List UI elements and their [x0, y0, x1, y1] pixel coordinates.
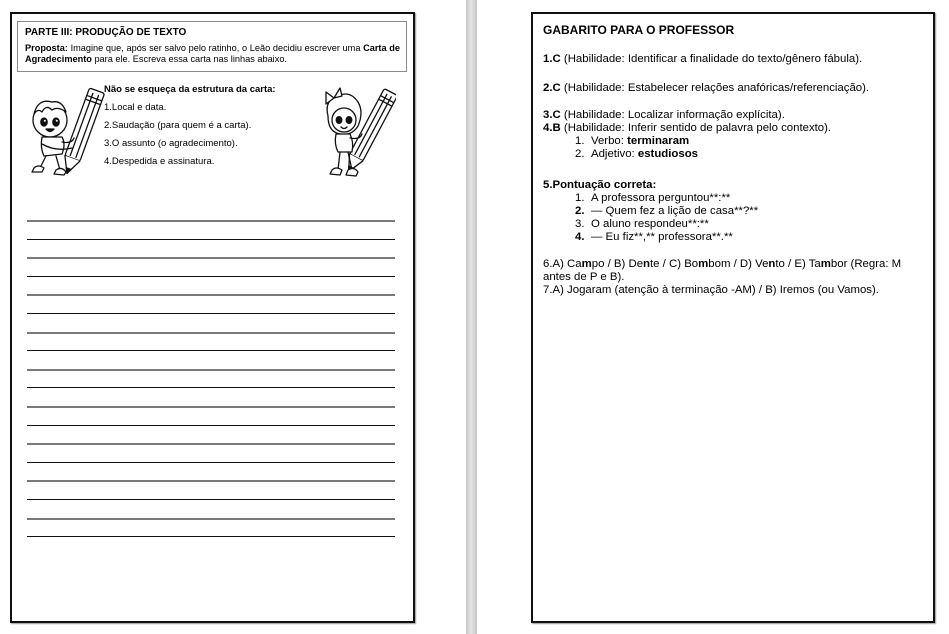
pencil-icon: [59, 88, 104, 176]
answer-7: 7.A) Jogaram (atenção à terminação -AM) / B) Iremos (ou Vamos).: [543, 284, 879, 296]
answer-text: (Habilidade: Estabelecer relações anafóricas/referenciação).: [560, 82, 870, 94]
answer-text: te / C) Bo: [650, 258, 699, 270]
answer-key: [543, 24, 928, 297]
highlighted-letter: m: [698, 258, 709, 270]
answer-key-page: [531, 12, 935, 623]
answer-4: [543, 122, 928, 135]
answer-text: bor (Regra: M antes de P e B).: [543, 258, 902, 283]
item-value: terminaram: [627, 135, 690, 147]
writing-line: [27, 425, 395, 426]
answer-text: 6.A) Ca: [543, 258, 582, 270]
item-label: Adjetivo:: [591, 148, 638, 160]
sublist-item: [575, 205, 928, 218]
girl-with-pencil-illustration: [318, 82, 396, 186]
item-value: estudiosos: [637, 148, 698, 160]
highlighted-letter: n: [768, 258, 776, 270]
answer-6: [543, 258, 928, 284]
highlighted-letter: m: [581, 258, 592, 270]
answer-text: bom / D) Ve: [708, 258, 769, 270]
writing-line: [27, 313, 395, 314]
writing-line: [27, 406, 395, 408]
writing-prompt: [25, 43, 400, 65]
answer-number: 2.C: [543, 82, 561, 94]
prompt-bold-text: Carta de Agradecimento: [25, 43, 400, 64]
prompt-text-1: Imagine que, após ser salvo pelo ratinho, o Leão decidiu escrever uma: [67, 43, 364, 53]
student-page: [10, 12, 415, 623]
answer-1: [543, 53, 928, 66]
structure-item: 3.O assunto (o agradecimento).: [104, 138, 238, 149]
item-number: 3.: [575, 218, 585, 230]
answer-key-title: GABARITO PARA O PROFESSOR: [543, 23, 735, 37]
item-number: 1.: [575, 192, 585, 204]
answer-5-title: [543, 179, 928, 192]
answer-number: 1.C: [543, 53, 561, 65]
structure-item: 2.Saudação (para quem é a carta).: [104, 120, 252, 131]
writing-line: [27, 220, 395, 222]
answer-3: [543, 109, 928, 122]
writing-line: [27, 387, 395, 388]
item-text: — Eu fiz**,** professora**.**: [591, 231, 733, 243]
answer-number: 4.B: [543, 122, 561, 134]
item-text: — Quem fez a lição de casa**?**: [591, 205, 759, 217]
sublist-item: [575, 231, 928, 244]
writing-line: [27, 332, 395, 334]
answer-text: (Habilidade: Inferir sentido de palavra pelo contexto).: [560, 122, 832, 134]
section-title: PARTE III: PRODUÇÃO DE TEXTO: [25, 27, 187, 38]
prompt-label: Proposta:: [25, 43, 68, 53]
writing-line: [27, 257, 395, 259]
highlighted-letter: n: [643, 258, 651, 270]
item-number: 1.: [575, 135, 585, 147]
writing-line: [27, 443, 395, 445]
sublist-item: [575, 218, 928, 231]
structure-item: 4.Despedida e assinatura.: [104, 156, 215, 167]
answer-4-sublist: [543, 135, 928, 161]
writing-line: [27, 462, 395, 463]
structure-item: 1.Local e data.: [104, 102, 167, 113]
letter-structure-list: [104, 84, 314, 168]
page-divider: [466, 0, 477, 634]
sublist-item: [575, 192, 928, 205]
writing-line: [27, 294, 395, 296]
answer-2: [543, 82, 928, 95]
item-text: A professora perguntou**:**: [591, 192, 731, 204]
sublist-item: [575, 135, 928, 148]
answer-5-sublist: [543, 192, 928, 244]
prompt-text-2: para ele. Escreva essa carta nas linhas abaixo.: [91, 54, 287, 64]
answer-text: (Habilidade: Identificar a finalidade do texto/gênero fábula).: [560, 53, 863, 65]
boy-with-pencil-illustration: [22, 82, 110, 182]
highlighted-letter: m: [820, 258, 831, 270]
activity-header-box: [17, 21, 407, 72]
writing-line: [27, 499, 395, 500]
writing-line: [27, 239, 395, 240]
writing-line: [27, 536, 395, 537]
item-number: 2.: [575, 205, 585, 217]
sublist-item: [575, 148, 928, 161]
writing-line: [27, 350, 395, 351]
item-text: O aluno respondeu**:**: [591, 218, 709, 230]
answer-text: (Habilidade: Localizar informação explícita).: [560, 109, 785, 121]
answer-text: to / E) Ta: [775, 258, 821, 270]
writing-line: [27, 369, 395, 371]
writing-line: [27, 276, 395, 277]
item-number: 4.: [575, 231, 585, 243]
structure-title: Não se esqueça da estrutura da carta:: [104, 84, 276, 95]
item-number: 2.: [575, 148, 585, 160]
answer-text: po / B) De: [591, 258, 644, 270]
writing-line: [27, 518, 395, 520]
item-label: Verbo:: [591, 135, 628, 147]
answer-title: 5.Pontuação correta:: [543, 179, 657, 191]
writing-line: [27, 480, 395, 482]
answer-number: 3.C: [543, 109, 561, 121]
